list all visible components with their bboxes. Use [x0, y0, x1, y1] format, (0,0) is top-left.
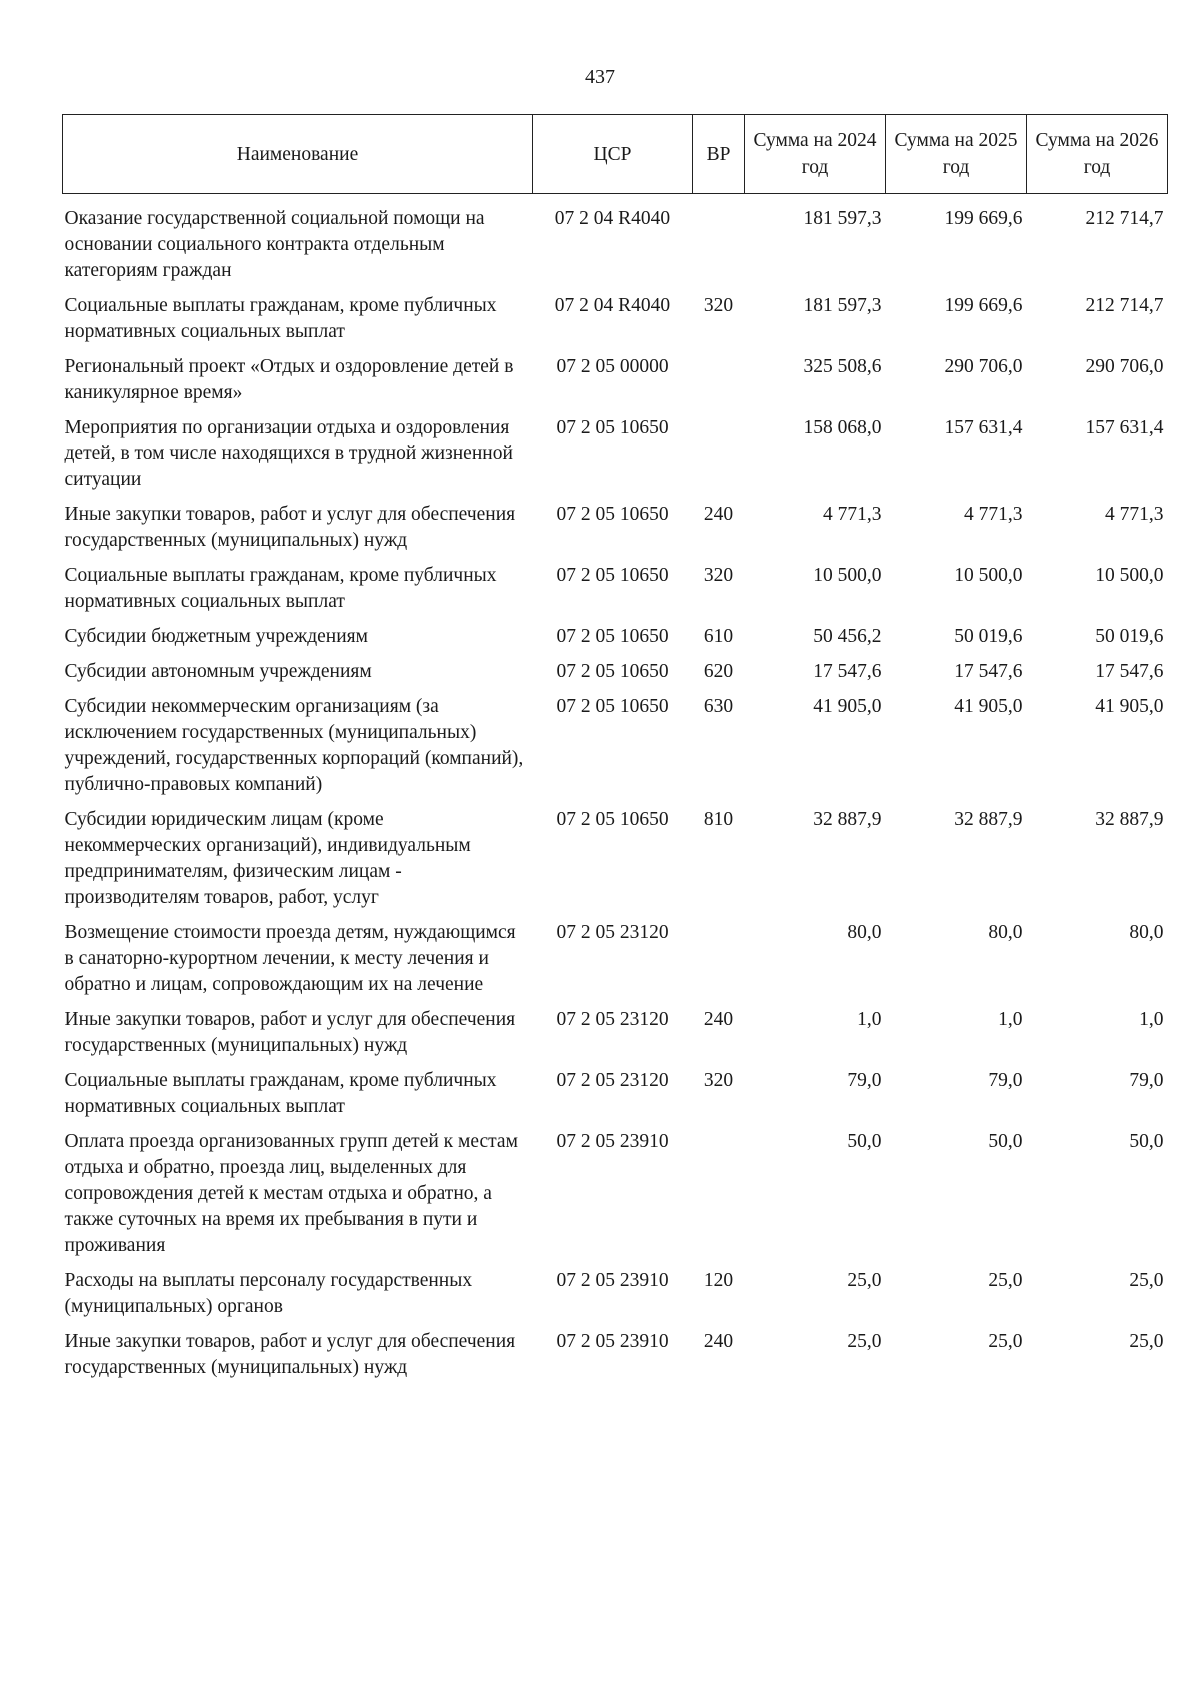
header-row — [63, 115, 1168, 194]
row-sum-2025: 50 019,6 — [954, 626, 1023, 647]
table-row — [63, 1001, 1168, 1062]
table-row — [63, 557, 1168, 618]
row-csr: 07 2 05 10650 — [556, 696, 669, 717]
header-sum-2025: Сумма на 2025 год — [886, 115, 1027, 194]
header-csr: ЦСР — [533, 115, 693, 194]
row-sum-2025: 50,0 — [988, 1131, 1023, 1152]
table-row — [63, 914, 1168, 1001]
row-name: Возмещение стоимости проезда детям, нуждающимся в санаторно-курортном лечении, к месту лечения и обратно и лицам, сопровождающим их на лечение — [64, 922, 516, 995]
row-vr: 320 — [703, 295, 734, 316]
table-row — [63, 496, 1168, 557]
row-name: Иные закупки товаров, работ и услуг для обеспечения государственных (муниципальных) нужд — [64, 504, 516, 551]
row-vr: 620 — [703, 661, 734, 682]
row-csr: 07 2 05 10650 — [556, 417, 669, 438]
header-sum-2026: Сумма на 2026 год — [1027, 115, 1168, 194]
table-row — [63, 409, 1168, 496]
row-vr — [693, 409, 745, 496]
row-csr: 07 2 05 10650 — [556, 626, 669, 647]
row-name: Субсидии бюджетным учреждениям — [64, 626, 368, 647]
row-name: Иные закупки товаров, работ и услуг для обеспечения государственных (муниципальных) нужд — [64, 1009, 516, 1056]
row-vr — [693, 914, 745, 1001]
row-vr: 320 — [703, 1070, 734, 1091]
table-row — [63, 194, 1168, 288]
row-sum-2025: 17 547,6 — [954, 661, 1023, 682]
table-row — [63, 1062, 1168, 1123]
row-sum-2025: 79,0 — [988, 1070, 1023, 1091]
row-name: Социальные выплаты гражданам, кроме публичных нормативных социальных выплат — [64, 565, 497, 612]
row-sum-2026: 41 905,0 — [1095, 696, 1164, 717]
row-sum-2024: 25,0 — [847, 1270, 882, 1291]
row-name: Региональный проект «Отдых и оздоровление детей в каникулярное время» — [64, 356, 514, 403]
table-body — [63, 194, 1168, 1385]
row-sum-2024: 41 905,0 — [813, 696, 882, 717]
row-vr: 810 — [703, 809, 734, 830]
row-name: Оплата проезда организованных групп детей к местам отдыха и обратно, проезда лиц, выделенных для сопровождения детей к местам отдыха и обратно, а также суточных на время их пребывания в пути и проживания — [64, 1131, 518, 1256]
row-name: Субсидии юридическим лицам (кроме некоммерческих организаций), индивидуальным предпринимателям, физическим лицам - производителям товаров, работ, услуг — [64, 809, 471, 908]
row-csr: 07 2 05 10650 — [556, 809, 669, 830]
row-name: Социальные выплаты гражданам, кроме публичных нормативных социальных выплат — [64, 295, 497, 342]
row-vr: 240 — [703, 1331, 734, 1352]
row-sum-2026: 25,0 — [1129, 1270, 1164, 1291]
row-name: Оказание государственной социальной помощи на основании социального контракта отдельным категориям граждан — [64, 208, 485, 281]
row-sum-2026: 32 887,9 — [1095, 809, 1164, 830]
row-sum-2024: 17 547,6 — [813, 661, 882, 682]
row-sum-2025: 41 905,0 — [954, 696, 1023, 717]
header-name: Наименование — [63, 115, 533, 194]
row-csr: 07 2 05 23120 — [556, 1070, 669, 1091]
row-csr: 07 2 05 23120 — [556, 922, 669, 943]
row-csr: 07 2 04 R4040 — [554, 295, 671, 316]
table-row — [63, 348, 1168, 409]
row-vr — [693, 194, 745, 288]
table-row — [63, 1262, 1168, 1323]
row-sum-2026: 212 714,7 — [1085, 295, 1164, 316]
row-vr: 630 — [703, 696, 734, 717]
row-sum-2025: 157 631,4 — [944, 417, 1023, 438]
row-sum-2024: 181 597,3 — [803, 208, 882, 229]
row-vr: 320 — [703, 565, 734, 586]
table-header — [63, 115, 1168, 194]
row-csr: 07 2 05 00000 — [556, 356, 669, 377]
row-sum-2024: 181 597,3 — [803, 295, 882, 316]
row-sum-2024: 80,0 — [847, 922, 882, 943]
row-sum-2024: 1,0 — [857, 1009, 882, 1030]
row-name: Социальные выплаты гражданам, кроме публичных нормативных социальных выплат — [64, 1070, 497, 1117]
row-sum-2024: 50,0 — [847, 1131, 882, 1152]
row-sum-2024: 325 508,6 — [803, 356, 882, 377]
row-sum-2026: 50 019,6 — [1095, 626, 1164, 647]
header-sum-2024: Сумма на 2024 год — [745, 115, 886, 194]
row-sum-2025: 32 887,9 — [954, 809, 1023, 830]
row-sum-2026: 212 714,7 — [1085, 208, 1164, 229]
row-vr: 120 — [703, 1270, 734, 1291]
row-vr: 240 — [703, 504, 734, 525]
row-vr — [693, 1123, 745, 1262]
row-vr: 610 — [703, 626, 734, 647]
row-name: Субсидии автономным учреждениям — [64, 661, 372, 682]
row-sum-2024: 158 068,0 — [803, 417, 882, 438]
row-sum-2025: 25,0 — [988, 1331, 1023, 1352]
table-row — [63, 1123, 1168, 1262]
table-row — [63, 287, 1168, 348]
row-sum-2026: 10 500,0 — [1095, 565, 1164, 586]
table-row — [63, 618, 1168, 653]
row-csr: 07 2 04 R4040 — [554, 208, 671, 229]
table-row — [63, 653, 1168, 688]
row-sum-2025: 199 669,6 — [944, 295, 1023, 316]
row-sum-2025: 10 500,0 — [954, 565, 1023, 586]
row-csr: 07 2 05 10650 — [556, 661, 669, 682]
row-sum-2026: 4 771,3 — [1105, 504, 1164, 525]
row-sum-2026: 290 706,0 — [1085, 356, 1164, 377]
row-csr: 07 2 05 23120 — [556, 1009, 669, 1030]
row-sum-2025: 4 771,3 — [964, 504, 1023, 525]
row-sum-2026: 80,0 — [1129, 922, 1164, 943]
row-sum-2024: 79,0 — [847, 1070, 882, 1091]
row-vr — [693, 348, 745, 409]
table-row — [63, 1323, 1168, 1384]
row-sum-2026: 79,0 — [1129, 1070, 1164, 1091]
row-sum-2025: 80,0 — [988, 922, 1023, 943]
header-vr: ВР — [693, 115, 745, 194]
row-sum-2026: 50,0 — [1129, 1131, 1164, 1152]
row-name: Мероприятия по организации отдыха и оздоровления детей, в том числе находящихся в трудной жизненной ситуации — [64, 417, 513, 490]
row-csr: 07 2 05 23910 — [556, 1270, 669, 1291]
budget-table — [62, 114, 1168, 1384]
row-csr: 07 2 05 10650 — [556, 565, 669, 586]
table-row — [63, 801, 1168, 914]
row-vr: 240 — [703, 1009, 734, 1030]
row-sum-2026: 17 547,6 — [1095, 661, 1164, 682]
row-sum-2024: 32 887,9 — [813, 809, 882, 830]
row-sum-2024: 50 456,2 — [813, 626, 882, 647]
row-csr: 07 2 05 23910 — [556, 1131, 669, 1152]
row-name: Расходы на выплаты персоналу государственных (муниципальных) органов — [64, 1270, 473, 1317]
row-name: Иные закупки товаров, работ и услуг для обеспечения государственных (муниципальных) нужд — [64, 1331, 516, 1378]
row-sum-2026: 1,0 — [1139, 1009, 1164, 1030]
page-number: 437 — [585, 66, 615, 88]
row-sum-2026: 157 631,4 — [1085, 417, 1164, 438]
row-sum-2025: 1,0 — [998, 1009, 1023, 1030]
row-sum-2024: 4 771,3 — [823, 504, 882, 525]
row-sum-2025: 25,0 — [988, 1270, 1023, 1291]
row-csr: 07 2 05 23910 — [556, 1331, 669, 1352]
row-sum-2026: 25,0 — [1129, 1331, 1164, 1352]
row-csr: 07 2 05 10650 — [556, 504, 669, 525]
row-sum-2025: 199 669,6 — [944, 208, 1023, 229]
row-sum-2024: 10 500,0 — [813, 565, 882, 586]
row-sum-2024: 25,0 — [847, 1331, 882, 1352]
table-row — [63, 688, 1168, 801]
row-sum-2025: 290 706,0 — [944, 356, 1023, 377]
row-name: Субсидии некоммерческим организациям (за исключением государственных (муниципальных) учреждений, государственных корпораций (компаний), публично-правовых компаний) — [64, 696, 524, 795]
